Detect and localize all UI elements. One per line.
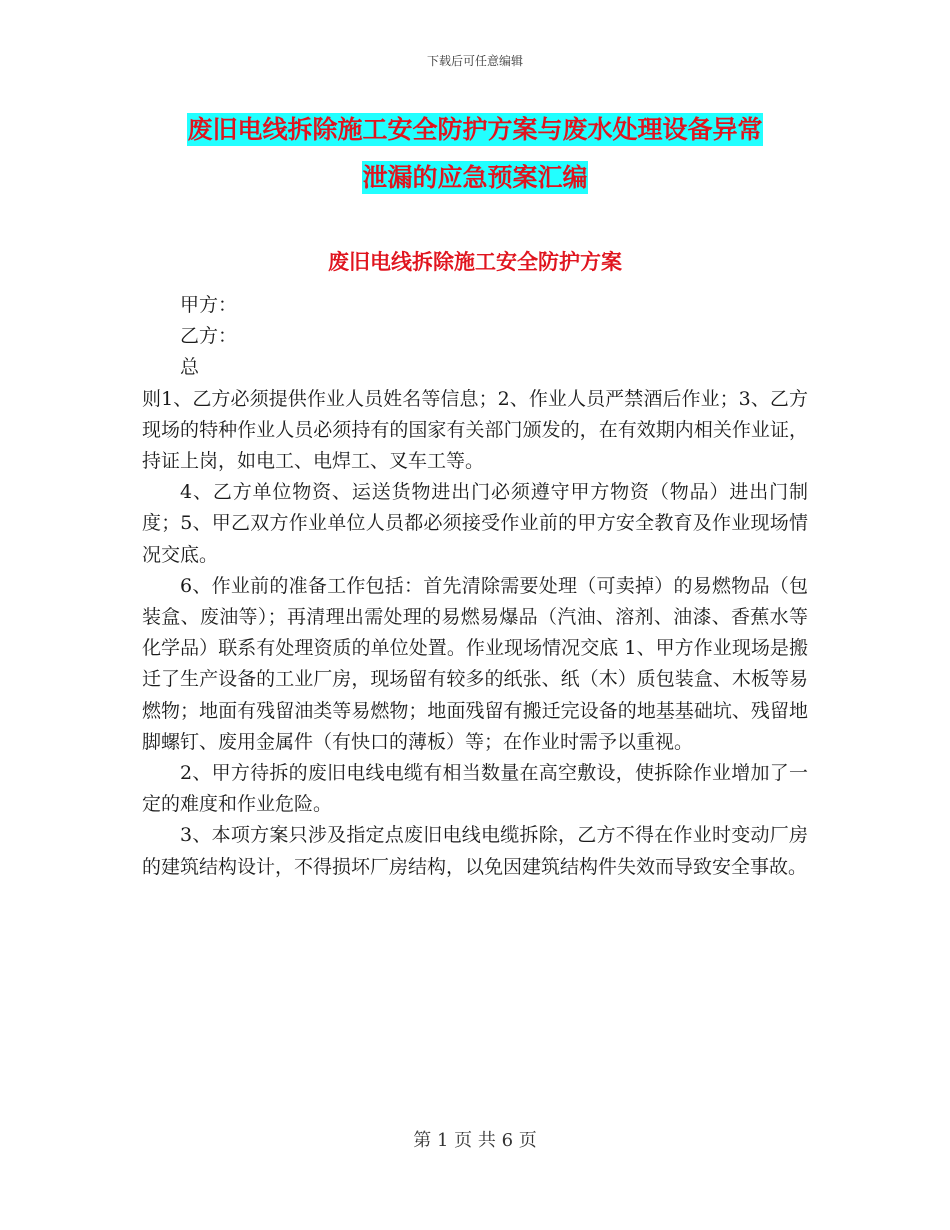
paragraph-scope: 3、本项方案只涉及指定点废旧电线电缆拆除，乙方不得在作业时变动厂房的建筑结构设计，不得损坏厂房结构，以免因建筑结构件失效而导致安全事故。 — [142, 824, 808, 878]
document-title-line-1: 废旧电线拆除施工安全防护方案与废水处理设备异常 — [187, 115, 763, 144]
section-title: 废旧电线拆除施工安全防护方案 — [328, 250, 622, 274]
document-title-line-2: 泄漏的应急预案汇编 — [362, 163, 588, 192]
party-b-line: 乙方： — [180, 325, 238, 348]
paragraph-high-altitude: 2、甲方待拆的废旧电线电缆有相当数量在高空敷设，使拆除作业增加了一定的难度和作业危险。 — [142, 762, 808, 816]
paragraph-preparation: 6、作业前的准备工作包括：首先清除需要处理（可卖掉）的易燃物品（包装盒、废油等）；再清理出需处理的易燃易爆品（汽油、溶剂、油漆、香蕉水等化学品）联系有处理资质的单位处置。作业现场情况交底 1、甲方作业现场是搬迁了生产设备的工业厂房，现场留有较多的纸张、纸（木）质包装盒、木板等易燃物；地面有残留油类等易燃物；地面残留有搬迁完设备的地基基础坑、残留地脚螺钉、废用金属件（有快口的薄板）等；在作业时需予以重视。 — [142, 574, 808, 753]
paragraph-rules-4-5: 4、乙方单位物资、运送货物进出门必须遵守甲方物资（物品）进出门制度；5、甲乙双方作业单位人员都必须接受作业前的甲方安全教育及作业现场情况交底。 — [142, 481, 808, 566]
page-number-footer: 第 1 页 共 6 页 — [413, 1130, 537, 1151]
paragraph-rules-1-3: 则1、乙方必须提供作业人员姓名等信息；2、作业人员严禁酒后作业；3、乙方现场的特种作业人员必须持有的国家有关部门颁发的，在有效期内相关作业证，持证上岗，如电工、电焊工、叉车工等。 — [142, 387, 808, 473]
general-heading: 总 — [180, 356, 200, 379]
page-header-note: 下载后可任意编辑 — [426, 54, 523, 68]
document-title — [143, 106, 807, 202]
document-body — [142, 290, 808, 883]
party-a-line: 甲方： — [180, 294, 238, 316]
